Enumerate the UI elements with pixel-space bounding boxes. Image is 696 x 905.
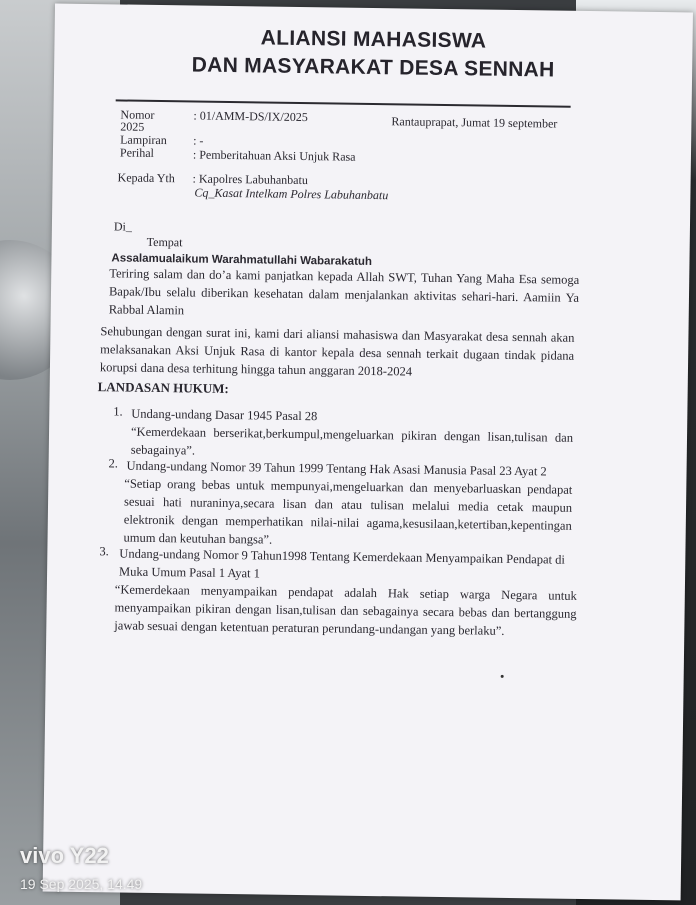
di-label: Di_: [113, 219, 133, 234]
lampiran-label: Lampiran: [120, 132, 167, 148]
legal-item-number: 2.: [108, 456, 119, 471]
camera-timestamp: 19 Sep 2025, 14.49: [20, 876, 143, 892]
kepada-value: : Kapolres Labuhanbatu: [192, 171, 308, 188]
tempat-label: Tempat: [146, 234, 183, 250]
perihal-value: : Pemberitahuan Aksi Unjuk Rasa: [192, 147, 356, 164]
legal-item-number: 1.: [113, 404, 123, 419]
letterhead-line-2: DAN MASYARAKAT DESA SENNAH: [191, 53, 555, 82]
camera-watermark: vivo Y22: [20, 843, 109, 868]
nomor-label: Nomor: [120, 107, 155, 122]
nomor-year: 2025: [120, 119, 145, 134]
nomor-value: : 01/AMM-DS/IX/2025: [193, 108, 308, 125]
legal-item-title: Undang-undang Dasar 1945 Pasal 28: [131, 406, 318, 424]
letter-page: [43, 4, 693, 901]
letterhead-line-1: ALIANSI MAHASISWA: [260, 26, 487, 53]
opening-paragraph: Teriring salam dan do’a kami panjatkan kepada Allah SWT, Tuhan Yang Maha Esa semoga Bapak/Ibu selalu diberikan kesehatan dalam menjalankan aktivitas sehari-hari. Aamiin Ya Rabbal Alamin: [108, 266, 580, 318]
lampiran-value: : -: [193, 133, 204, 148]
perihal-label: Perihal: [119, 145, 155, 160]
legal-item-title: Undang-undang Nomor 9 Tahun1998 Tentang Kemerdekaan Menyampaikan Pendapat di Muka Umum Pasal 1 Ayat 1: [119, 546, 566, 581]
legal-basis-heading: LANDASAN HUKUM:: [97, 379, 229, 397]
legal-item-number: 3.: [99, 544, 109, 559]
greeting: Assalamualaikum Warahmatullahi Wabarakatuh: [111, 252, 373, 268]
place-date: Rantauprapat, Jumat 19 september: [391, 114, 558, 131]
ink-dot: [501, 675, 504, 678]
legal-item-quote: “Setiap orang bebas untuk mempunyai,mengeluarkan dan menyebarluaskan pendapat sesuai hati nuraninya,secara lisan dan atau tulisan melalui media cetak maupun elektronik dengan memperhatikan nilai-nilai agama,kesusilaan,ketertiban,kepentingan umum dan keutuhan bangsa”.: [123, 476, 573, 547]
legal-item-quote: “Kemerdekaan berserikat,berkumpul,mengeluarkan pikiran dengan lisan,tulisan dan sebagainya”.: [130, 424, 574, 458]
legal-item-quote: “Kemerdekaan menyampaikan pendapat adalah Hak setiap warga Negara untuk menyampaikan pikiran dengan lisan,tulisan dan sebagainya secara bebas dan bertanggung jawab sesuai dengan ketentuan peraturan perundang-undangan yang berlaku”.: [114, 582, 577, 638]
cq-value: Cq_Kasat Intelkam Polres Labuhanbatu: [194, 185, 389, 203]
kepada-label: Kepada Yth: [117, 170, 175, 186]
letterhead-divider: [116, 99, 571, 107]
legal-item-title: Undang-undang Nomor 39 Tahun 1999 Tentang Hak Asasi Manusia Pasal 23 Ayat 2: [126, 458, 547, 479]
purpose-paragraph: Sehubungan dengan surat ini, kami dari aliansi mahasiswa dan Masyarakat desa sennah akan melaksanakan Aksi Unjuk Rasa di kantor kepala desa sennah terkait dugaan tindak pidana korupsi dana desa terhitung hingga tahun anggaran 2018-2024: [99, 324, 575, 379]
